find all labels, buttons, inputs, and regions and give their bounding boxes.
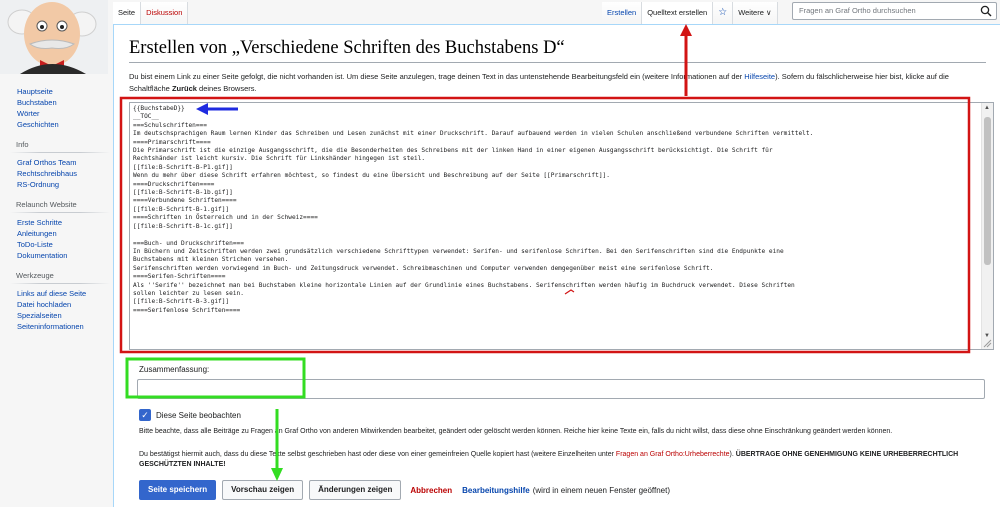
sidebar-item-buchstaben[interactable]: Buchstaben bbox=[17, 98, 57, 107]
copyright-warning: ÜBERTRAGE OHNE GENEHMIGUNG KEINE URHEBERRECHTLICH GESCHÜTZTEN INHALTE! bbox=[139, 451, 959, 468]
tab-create-source[interactable]: Quelltext erstellen bbox=[642, 2, 713, 24]
sidebar-item-todo[interactable]: ToDo-Liste bbox=[17, 240, 53, 249]
sidebar-item-special-pages[interactable]: Spezialseiten bbox=[17, 311, 62, 320]
sidebar-item-team[interactable]: Graf Orthos Team bbox=[17, 158, 77, 167]
cancel-link[interactable]: Abbrechen bbox=[410, 485, 453, 495]
resize-handle-icon[interactable] bbox=[983, 339, 992, 348]
show-changes-button[interactable]: Änderungen zeigen bbox=[309, 480, 401, 500]
tab-discussion[interactable]: Diskussion bbox=[141, 2, 188, 24]
sidebar-item-hauptseite[interactable]: Hauptseite bbox=[17, 87, 53, 96]
summary-label: Zusammenfassung: bbox=[139, 365, 210, 374]
sidebar-item-dokumentation[interactable]: Dokumentation bbox=[17, 251, 68, 260]
license-note: Bitte beachte, dass alle Beiträge zu Fragen an Graf Ortho von anderen Mitwirkenden bearbeitet, geändert oder gelöscht werden können. Reiche hier keine Texte ein, falls du nicht willst, dass diese ohne Einschränkung geändert werden können. bbox=[139, 428, 893, 435]
sidebar bbox=[0, 86, 118, 342]
help-page-link[interactable]: Hilfeseite bbox=[744, 72, 776, 81]
intro-part-1: Du bist einem Link zu einer Seite gefolgt, die nicht vorhanden ist. Um diese Seite anzulegen, trage deinen Text in das untenstehende Bearbeitungsfeld ein (weitere Informationen auf der bbox=[129, 72, 745, 81]
chevron-down-icon: ∨ bbox=[766, 8, 772, 17]
sidebar-nav bbox=[0, 86, 118, 130]
site-logo[interactable] bbox=[0, 0, 108, 74]
editor-scrollbar[interactable] bbox=[981, 103, 993, 349]
scroll-thumb[interactable] bbox=[984, 117, 991, 265]
scroll-down-icon[interactable]: ▼ bbox=[984, 333, 990, 339]
summary-input[interactable] bbox=[137, 379, 985, 399]
sidebar-relaunch bbox=[0, 200, 118, 261]
edit-buttons bbox=[139, 480, 670, 500]
intro-part-2: ). Sofern du fälschlicherweise hier bist, klicke auf die Schaltfläche bbox=[129, 72, 949, 93]
back-label: Zurück bbox=[171, 84, 197, 93]
tab-create[interactable]: Erstellen bbox=[602, 2, 642, 24]
intro-text bbox=[129, 71, 979, 95]
preview-button[interactable]: Vorschau zeigen bbox=[222, 480, 303, 500]
more-label: Weitere bbox=[738, 8, 764, 17]
sidebar-item-anleitungen[interactable]: Anleitungen bbox=[17, 229, 57, 238]
tab-page[interactable]: Seite bbox=[113, 2, 141, 24]
more-menu[interactable] bbox=[733, 2, 777, 24]
intro-part-3: deines Browsers. bbox=[196, 84, 257, 93]
sidebar-item-page-info[interactable]: Seiteninformationen bbox=[17, 322, 84, 331]
sidebar-heading-tools: Werkzeuge bbox=[16, 271, 54, 280]
copyright-note-close: ). bbox=[729, 451, 736, 458]
search-input[interactable] bbox=[792, 2, 997, 20]
watch-checkbox-row[interactable] bbox=[139, 409, 241, 421]
sidebar-item-woerter[interactable]: Wörter bbox=[17, 109, 40, 118]
sidebar-heading-info: Info bbox=[16, 140, 29, 149]
divider bbox=[10, 152, 110, 153]
view-tabs bbox=[602, 0, 778, 24]
copyright-note bbox=[139, 450, 989, 469]
sidebar-info bbox=[0, 140, 118, 190]
edit-help-link[interactable]: Bearbeitungshilfe bbox=[462, 485, 530, 495]
star-icon: ☆ bbox=[718, 7, 728, 18]
divider bbox=[10, 283, 110, 284]
copyright-link[interactable]: Fragen an Graf Ortho:Urheberrechte bbox=[615, 451, 730, 458]
main-content bbox=[113, 24, 1000, 507]
search-placeholder: Fragen an Graf Ortho durchsuchen bbox=[799, 6, 916, 15]
watch-label: Diese Seite beobachten bbox=[156, 410, 241, 420]
watch-star-button[interactable] bbox=[713, 2, 733, 24]
sidebar-item-upload[interactable]: Datei hochladen bbox=[17, 300, 72, 309]
sidebar-heading-relaunch: Relaunch Website bbox=[16, 200, 77, 209]
namespace-tabs bbox=[113, 0, 188, 24]
scroll-up-icon[interactable]: ▲ bbox=[984, 105, 990, 111]
save-button[interactable]: Seite speichern bbox=[139, 480, 216, 500]
sidebar-item-rs-ordnung[interactable]: RS-Ordnung bbox=[17, 180, 60, 189]
sidebar-tools bbox=[0, 271, 118, 332]
divider bbox=[10, 212, 110, 213]
wikitext-editor[interactable] bbox=[129, 102, 994, 350]
sidebar-item-rechtschreibhaus[interactable]: Rechtschreibhaus bbox=[17, 169, 78, 178]
sidebar-item-geschichten[interactable]: Geschichten bbox=[17, 120, 59, 129]
copyright-note-text: Du bestätigst hiermit auch, dass du diese Texte selbst geschrieben hast oder diese von einer gemeinfreien Quelle kopiert hast (weitere Einzelheiten unter bbox=[139, 451, 616, 458]
watch-checkbox[interactable]: ✓ bbox=[139, 409, 151, 421]
search-icon[interactable] bbox=[980, 5, 992, 17]
page-title: Erstellen von „Verschiedene Schriften des Buchstabens D“ bbox=[129, 38, 565, 58]
edit-help-note: (wird in einem neuen Fenster geöffnet) bbox=[532, 485, 670, 495]
sidebar-item-links-here[interactable]: Links auf diese Seite bbox=[17, 289, 87, 298]
sidebar-item-erste-schritte[interactable]: Erste Schritte bbox=[17, 218, 63, 227]
title-divider bbox=[129, 62, 986, 63]
editor-text[interactable]: {{BuchstabeD}} __TOC__ ===Schulschriften=== Im deutschsprachigen Raum lernen Kinder das Schreiben und Lesen zunächst mit einer Druckschrift. Darauf aufbauend werden in vielen Schulen anschließend verbundene Schriften vermittelt. ====Primarschrift==== Die Primarschrift ist die einzige Ausgangsschrift, die die Besonderheiten des Schreibens mit der linken Hand in einer eigenen Ausgangsschrift berücksichtigt. Die Schrift für Rechtshänder ist leicht kursiv. Die Schrift für Linkshänder hingegen ist steil. [[file:B-Schrift-B-P1.gif]] Wenn du mehr über diese Schrift erfahren möchtest, so findest du eine Übersicht und Beschreibung auf der Seite [[Primarschrift]]. ====Druckschriften==== [[file:B-Schrift-B-1b.gif]] ====Verbundene Schriften==== [[file:B-Schrift-B-1.gif]] ====Schriften in Österreich und in der Schweiz==== [[file:B-Schrift-B-1c.gif]] ===Buch- und Druckschriften=== In Büchern und Zeitschriften werden zwei grundsätzlich verschiedene Schrifttypen verwendet: Serifen- und serifenlose Schriften. Bei den Serifenschriften sind die Endpunkte eine Buchstabens mit kleinen Strichen versehen. Serifenschriften werden vorwiegend im Buch- und Zeitungsdruck verwendet. Schreibmaschinen und Computer verwenden demgegenüber meist eine serifenlose Schrift. ====Serifen-Schriften==== Als ''Serife'' bezeichnet man bei Buchstaben kleine horizontale Linien auf der Grundlinie eines Buchstabens. Serifenschriften werden häufig im Buchdruck verwendet. Diese Schriften sollen leichter zu lesen sein. [[file:B-Schrift-B-3.gif]] ====Serifenlose Schriften==== bbox=[133, 105, 814, 314]
